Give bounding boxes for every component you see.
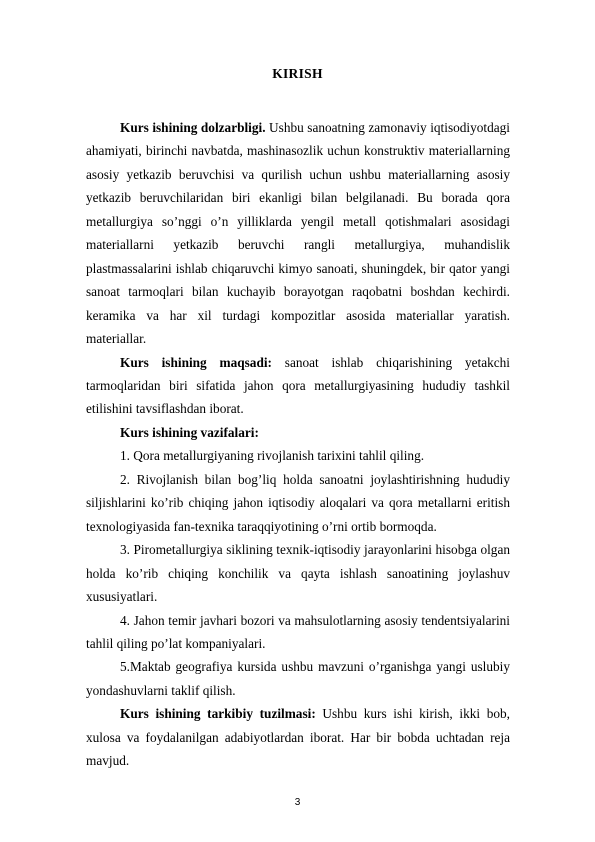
paragraph-relevance — [86, 116, 510, 351]
paragraph-text: sanoat ishlab chiqarishining yetakchi tarmoqlaridan biri sifatida jahon qora metallurgiyasining hududiy tashkil etilishini tavsiflashdan iborat. — [86, 354, 510, 417]
task-item-1 — [86, 444, 510, 467]
task-item-5 — [86, 655, 510, 702]
paragraph-tasks-heading — [86, 421, 510, 444]
paragraph-lead: Kurs ishining vazifalari: — [120, 424, 259, 440]
paragraph-text: Ushbu sanoatning zamonaviy iqtisodiyotdagi ahamiyati, birinchi navbatda, mashinasozlik uchun konstruktiv materiallarning asosiy yetkazib beruvchisi va qurilish uchun ushbu materiallarning asosiy yetkazib beruvchilaridan biri ekanligi bilan belgilanadi. Bu borada qora metallurgiya so’nggi o’n yilliklarda yengil metall qotishmalari asosidagi materiallarni yetkazib beruvchi rangli metallurgiya, muhandislik plastmassalarini ishlab chiqaruvchi kimyo sanoati, shuningdek, bir qator yangi sanoat tarmoqlari bilan kuchayib borayotgan raqobatni boshdan kechirdi. keramika va har xil turdagi kompozitlar asosida materiallar yaratish. materiallar. — [86, 120, 510, 347]
page-title: KIRISH — [272, 66, 323, 81]
paragraph-structure — [86, 702, 510, 772]
paragraph-text: Ushbu kurs ishi kirish, ikki bob, xulosa va foydalanilgan adabiyotlardan iborat. Har bir bobda uchtadan reja mavjud. — [86, 706, 510, 769]
task-item-4 — [86, 609, 510, 656]
paragraph-lead: Kurs ishining dolzarbligi. — [120, 120, 266, 135]
paragraph-text: 2. Rivojlanish bilan bog’liq holda sanoatni joylashtirishning hududiy siljishlarini ko’rib chiqing jahon iqtisodiy aloqalari va qora metallarni eritish texnologiyasida fan-texnika taraqqiyotining o’rni ortib bormoqda. — [86, 471, 510, 534]
paragraph-text: 4. Jahon temir javhari bozori va mahsulotlarning asosiy tendentsiyalarini tahlil qiling po’lat kompaniyalari. — [86, 612, 510, 651]
task-item-2 — [86, 468, 510, 538]
page-number: 3 — [294, 797, 301, 808]
document-body — [86, 116, 510, 773]
paragraph-text: 3. Pirometallurgiya siklining texnik-iqtisodiy jarayonlarini hisobga olgan holda ko’rib chiqing konchilik va qayta ishlash sanoatining joylashuv xususiyatlari. — [86, 542, 510, 605]
paragraph-goal — [86, 351, 510, 421]
paragraph-text: 1. Qora metallurgiyaning rivojlanish tarixini tahlil qiling. — [120, 448, 425, 464]
task-item-3 — [86, 538, 510, 608]
paragraph-lead: Kurs ishining tarkibiy tuzilmasi: — [120, 706, 316, 722]
paragraph-text: 5.Maktab geografiya kursida ushbu mavzuni o’rganishga yangi uslubiy yondashuvlarni taklif qilish. — [86, 659, 510, 698]
paragraph-lead: Kurs ishining maqsadi: — [120, 354, 272, 370]
